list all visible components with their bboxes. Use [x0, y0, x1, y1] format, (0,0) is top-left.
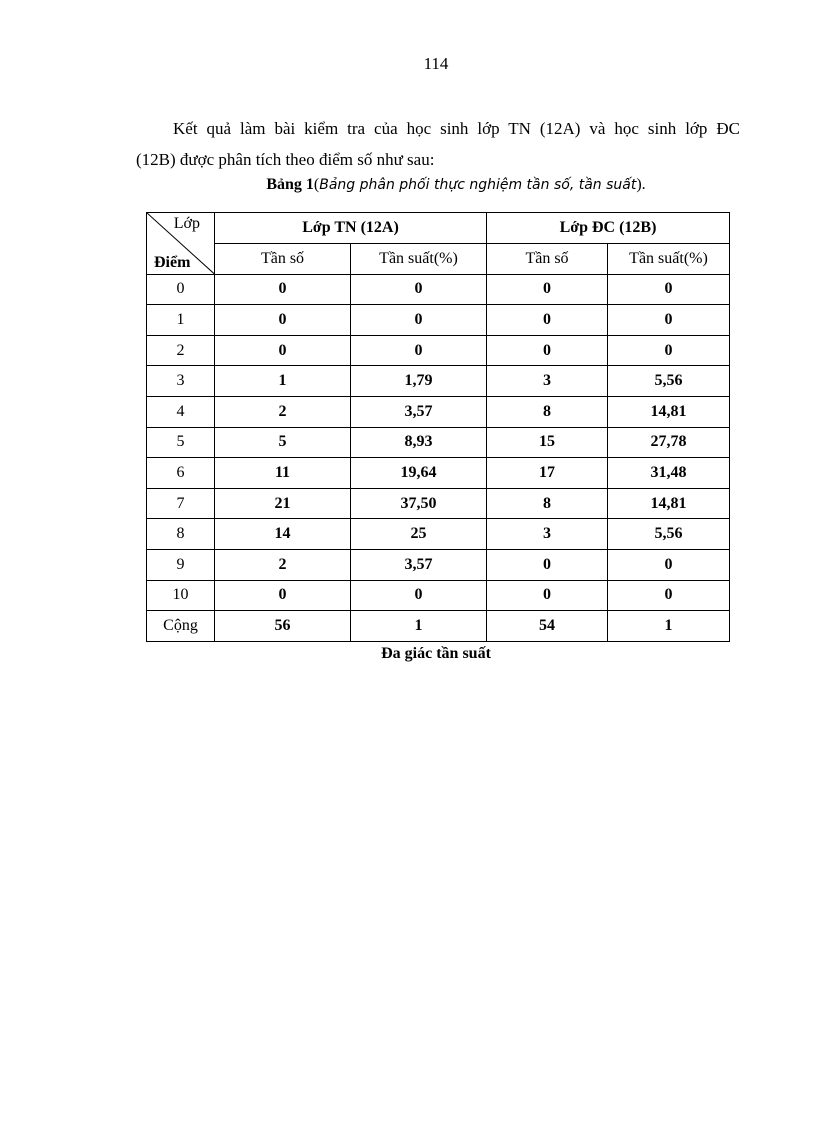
table-header-row-1	[147, 213, 730, 244]
cell-tn-freq: 0	[215, 335, 351, 366]
frequency-table	[146, 212, 730, 642]
cell-tn-pct: 8,93	[351, 427, 487, 458]
intro-line-1: Kết quả làm bài kiểm tra của học sinh lớp TN (12A) và học sinh lớp ĐC	[173, 119, 740, 138]
cell-dc-freq: 8	[487, 488, 608, 519]
group-header-dc: Lớp ĐC (12B)	[487, 213, 730, 244]
cell-score: 3	[147, 366, 215, 397]
cell-dc-pct: 0	[608, 549, 730, 580]
cell-dc-freq: 17	[487, 458, 608, 489]
table-row	[147, 427, 730, 458]
cell-tn-freq: 2	[215, 549, 351, 580]
cell-tn-pct: 19,64	[351, 458, 487, 489]
cell-dc-freq: 0	[487, 549, 608, 580]
cell-tn-freq: 1	[215, 366, 351, 397]
table-row	[147, 519, 730, 550]
caption-text: Bảng phân phối thực nghiệm tần số, tần suất	[319, 177, 637, 193]
cell-tn-pct: 0	[351, 335, 487, 366]
table-row	[147, 366, 730, 397]
cell-score: 1	[147, 305, 215, 336]
cell-score: 9	[147, 549, 215, 580]
cell-tn-pct: 37,50	[351, 488, 487, 519]
cell-score: 6	[147, 458, 215, 489]
corner-bottom-label: Điểm	[154, 253, 191, 271]
table-row	[147, 549, 730, 580]
cell-tn-pct: 1	[351, 611, 487, 642]
cell-dc-pct: 5,56	[608, 366, 730, 397]
cell-tn-freq: 5	[215, 427, 351, 458]
cell-score: 4	[147, 396, 215, 427]
table-row	[147, 274, 730, 305]
cell-tn-freq: 14	[215, 519, 351, 550]
cell-dc-pct: 0	[608, 335, 730, 366]
cell-dc-pct: 0	[608, 580, 730, 611]
caption-open: (	[313, 176, 320, 193]
table-caption	[0, 176, 816, 194]
caption-close: ).	[636, 176, 646, 193]
cell-dc-freq: 0	[487, 274, 608, 305]
cell-dc-pct: 14,81	[608, 396, 730, 427]
cell-score: 5	[147, 427, 215, 458]
subheader-tn-pct: Tần suất(%)	[351, 244, 487, 275]
cell-dc-freq: 54	[487, 611, 608, 642]
corner-header-cell	[147, 213, 215, 275]
cell-tn-freq: 0	[215, 274, 351, 305]
cell-dc-freq: 3	[487, 366, 608, 397]
table-row	[147, 580, 730, 611]
table-body	[147, 274, 730, 641]
cell-dc-pct: 0	[608, 274, 730, 305]
table-row	[147, 335, 730, 366]
cell-tn-pct: 25	[351, 519, 487, 550]
cell-dc-freq: 3	[487, 519, 608, 550]
cell-score: 7	[147, 488, 215, 519]
table-header-row-2	[147, 244, 730, 275]
cell-tn-pct: 0	[351, 580, 487, 611]
cell-dc-pct: 1	[608, 611, 730, 642]
cell-tn-freq: 56	[215, 611, 351, 642]
subheader-dc-freq: Tần số	[487, 244, 608, 275]
cell-dc-pct: 31,48	[608, 458, 730, 489]
cell-tn-pct: 3,57	[351, 396, 487, 427]
corner-top-label: Lớp	[173, 215, 200, 232]
cell-tn-freq: 2	[215, 396, 351, 427]
table-row	[147, 488, 730, 519]
cell-tn-pct: 0	[351, 305, 487, 336]
subheader-tn-freq: Tần số	[215, 244, 351, 275]
cell-tn-freq: 0	[215, 305, 351, 336]
cell-dc-freq: 8	[487, 396, 608, 427]
cell-tn-pct: 3,57	[351, 549, 487, 580]
cell-tn-freq: 0	[215, 580, 351, 611]
table-row	[147, 396, 730, 427]
cell-dc-pct: 0	[608, 305, 730, 336]
cell-score: 10	[147, 580, 215, 611]
table-row	[147, 611, 730, 642]
cell-score: Cộng	[147, 611, 215, 642]
cell-score: 8	[147, 519, 215, 550]
table-row	[147, 458, 730, 489]
intro-paragraph	[136, 113, 740, 175]
cell-tn-freq: 21	[215, 488, 351, 519]
cell-dc-pct: 27,78	[608, 427, 730, 458]
cell-score: 2	[147, 335, 215, 366]
cell-dc-pct: 14,81	[608, 488, 730, 519]
cell-dc-pct: 5,56	[608, 519, 730, 550]
intro-line-2: (12B) được phân tích theo điểm số như sau:	[136, 150, 435, 169]
cell-dc-freq: 0	[487, 335, 608, 366]
cell-dc-freq: 15	[487, 427, 608, 458]
cell-dc-freq: 0	[487, 580, 608, 611]
cell-dc-freq: 0	[487, 305, 608, 336]
chart-title: Đa giác tần suất	[381, 645, 491, 662]
cell-score: 0	[147, 274, 215, 305]
page-number: 114	[423, 54, 449, 73]
cell-tn-pct: 1,79	[351, 366, 487, 397]
group-header-tn: Lớp TN (12A)	[215, 213, 487, 244]
caption-label: Bảng 1	[266, 176, 314, 193]
cell-tn-pct: 0	[351, 274, 487, 305]
cell-tn-freq: 11	[215, 458, 351, 489]
subheader-dc-pct: Tần suất(%)	[608, 244, 730, 275]
table-row	[147, 305, 730, 336]
